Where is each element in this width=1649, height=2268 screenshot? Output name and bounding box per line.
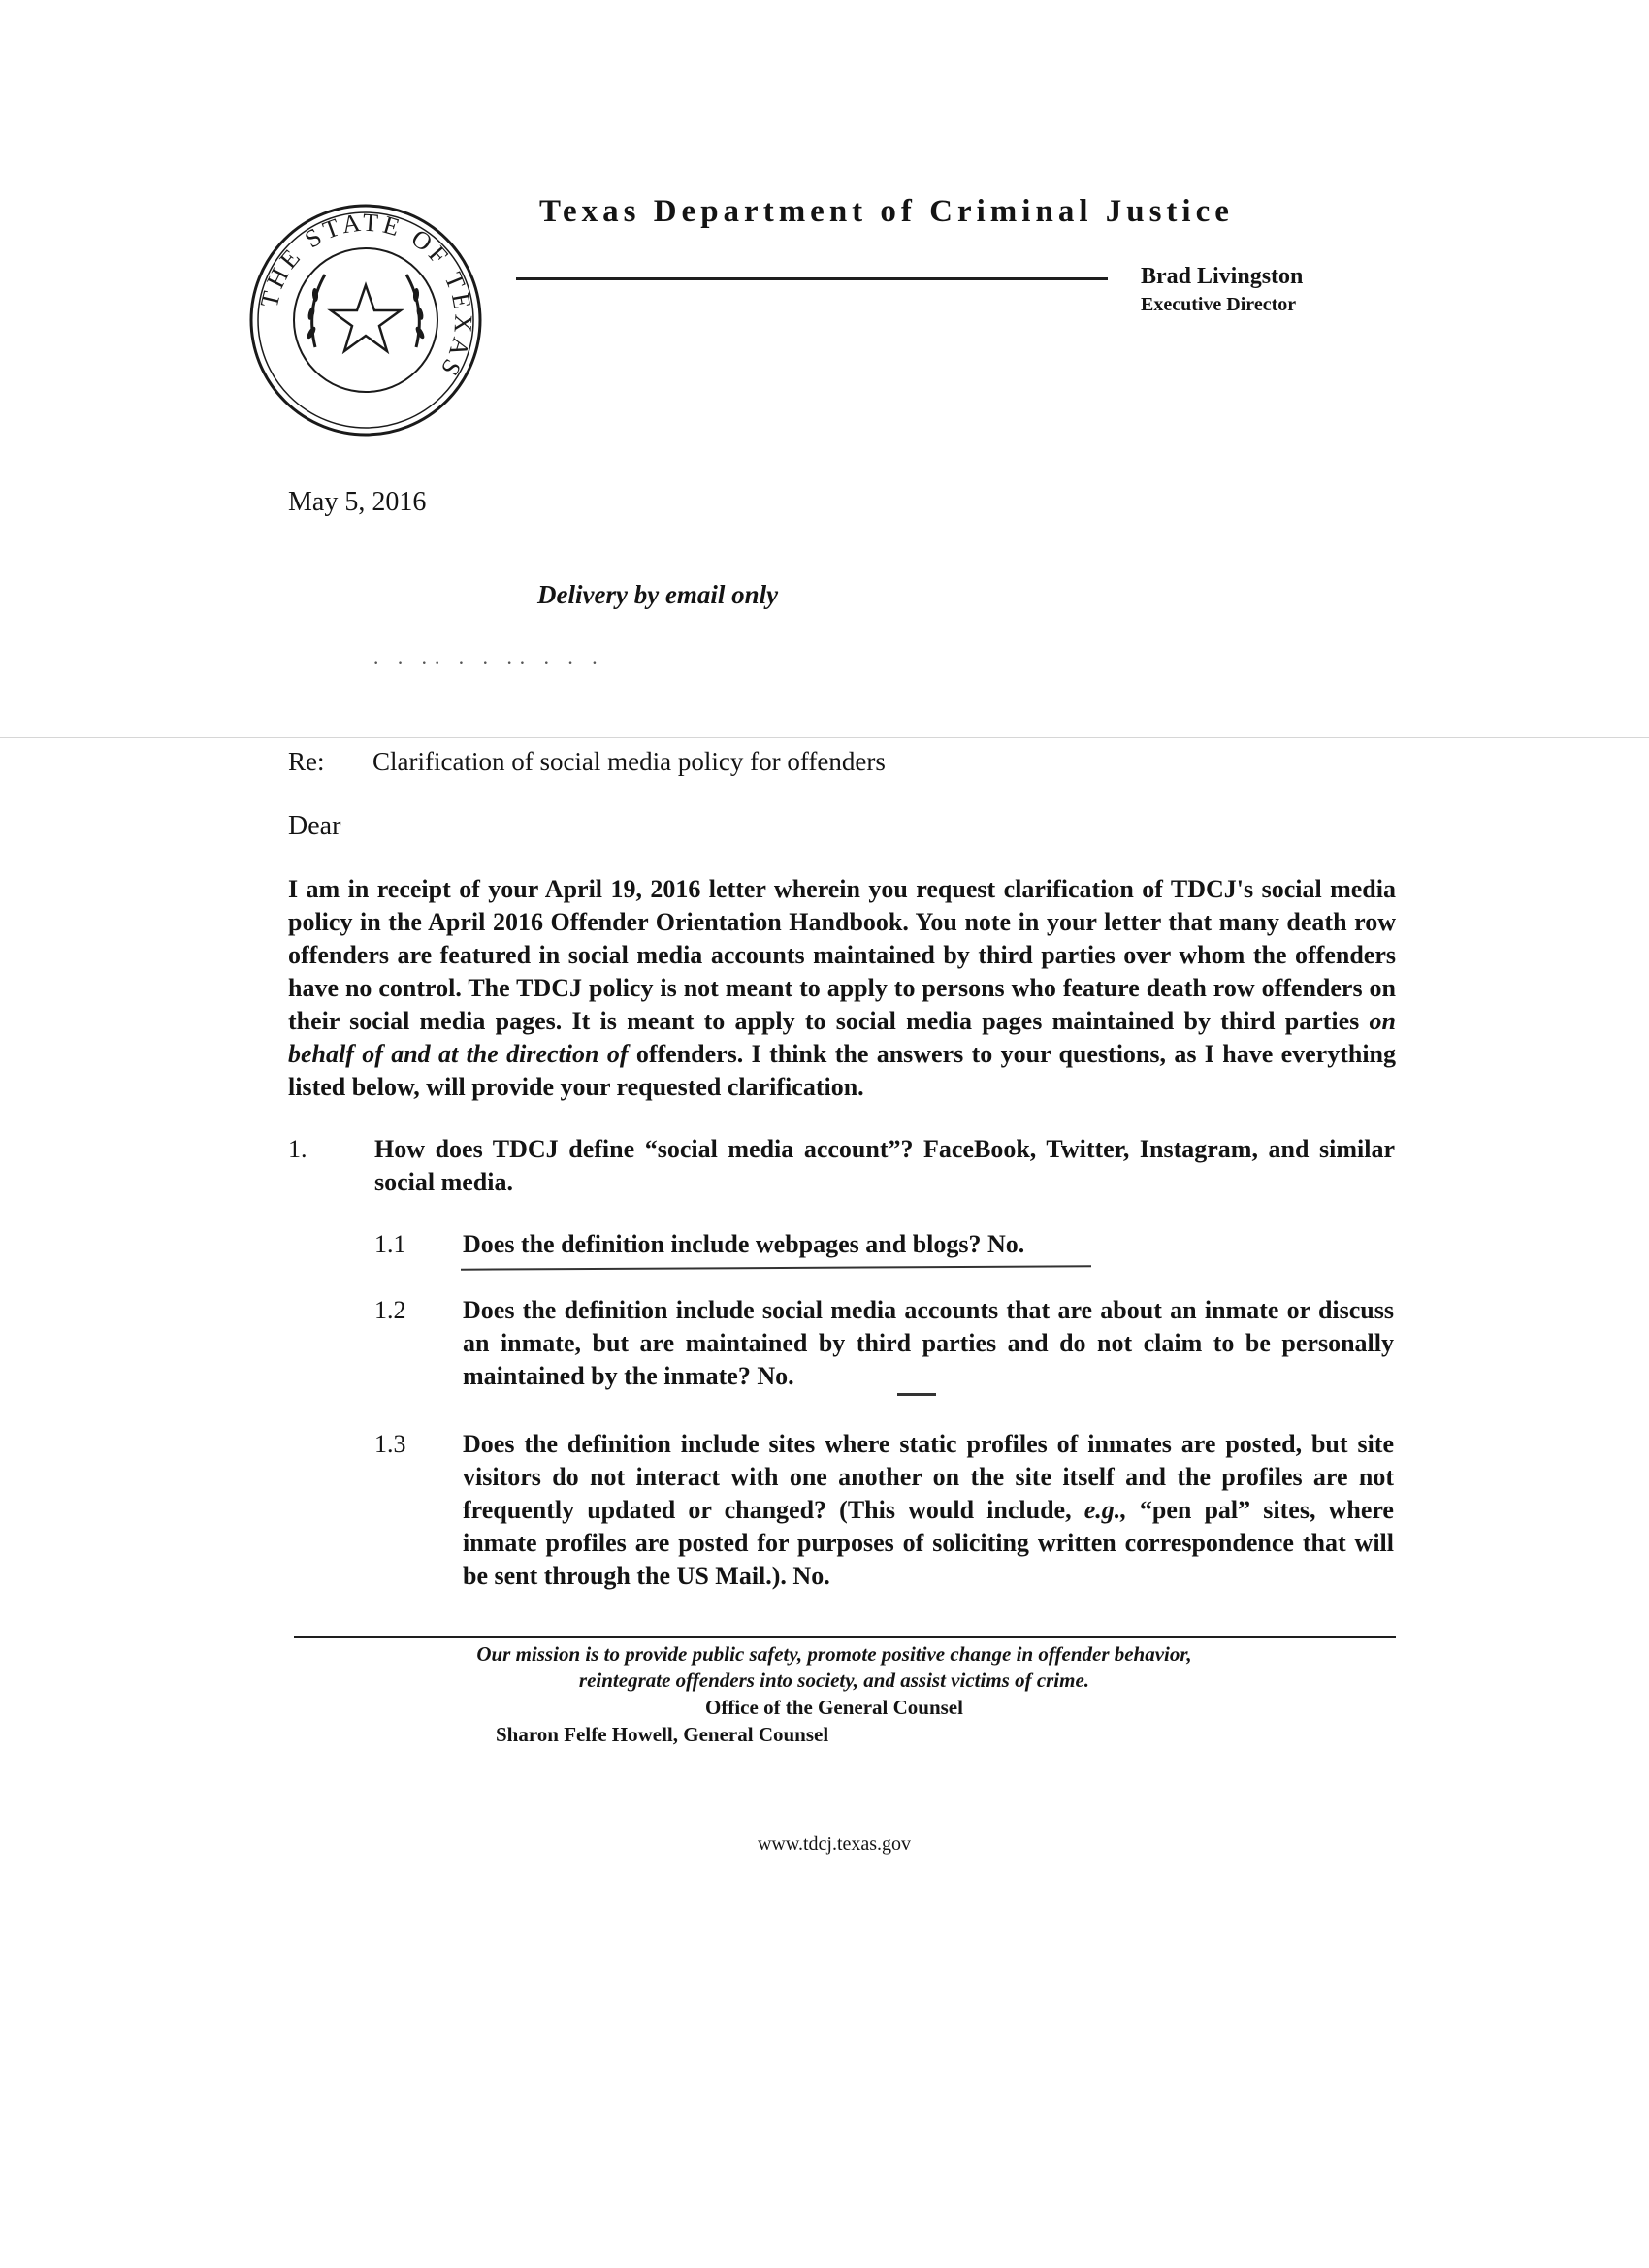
intro-paragraph: [288, 873, 1396, 1104]
subitem-text: [463, 1428, 1394, 1593]
intro-text-part-2: offenders. I think the answers to your questions, as I have everything listed below, will provide your requested clarification.: [288, 1040, 1397, 1101]
director-title: Executive Director: [1141, 294, 1297, 315]
director-name: Brad Livingston: [1141, 264, 1304, 289]
subitem-number: 1.1: [374, 1230, 406, 1258]
subitem-text-part-2: “pen pal” sites, where inmate profiles are posted for purposes of soliciting written correspondence that will be sent through the US Mail.). No.: [463, 1496, 1394, 1590]
website-url: www.tdcj.texas.gov: [757, 1833, 912, 1855]
item-text: How does TDCJ define “social media account”? FaceBook, Twitter, Instagram, and similar social media.: [374, 1135, 1395, 1196]
agency-name: Texas Department of Criminal Justice: [539, 194, 1234, 229]
subitem-number: 1.3: [374, 1430, 406, 1458]
intro-italic-phrase: on behalf of and at the direction of: [288, 1007, 1396, 1068]
salutation: Dear: [288, 811, 341, 841]
item-number: 1.: [288, 1135, 307, 1163]
redacted-recipient: · · ·· · · ·· · · ·: [372, 650, 604, 674]
letter-date: May 5, 2016: [288, 487, 427, 517]
intro-text-part-1: I am in receipt of your April 19, 2016 letter wherein you request clarification of TDCJ's social media policy in the April 2016 Offender Orientation Handbook. You note in your letter that many death row offenders are featured in social media accounts maintained by third parties over whom the offenders have no control. The TDCJ policy is not meant to apply to persons who feature death row offenders on their social media pages. It is meant to apply to social media pages maintained by third parties: [288, 875, 1396, 1035]
subitem-text-part-1: Does the definition include sites where static profiles of inmates are posted, but site visitors do not interact with one another on the site itself and the profiles are not frequently updated or changed? (This would include,: [463, 1430, 1394, 1524]
delivery-note: Delivery by email only: [537, 580, 779, 609]
subject-line: Clarification of social media policy for offenders: [372, 747, 886, 776]
scan-artifact-line: [0, 737, 1649, 738]
footer-rule: [294, 1636, 1396, 1638]
subitem-text: Does the definition include webpages and blogs? No.: [463, 1230, 1025, 1258]
handwritten-underline: [461, 1265, 1091, 1270]
subitem-text: Does the definition include social media accounts that are about an inmate or discuss an inmate, but are maintained by third parties and do not claim to be personally maintained by the inmate? No.: [463, 1296, 1394, 1390]
header-rule: [516, 277, 1108, 280]
state-seal-icon: [247, 202, 484, 438]
office-name: Office of the General Counsel: [705, 1696, 963, 1719]
general-counsel: Sharon Felfe Howell, General Counsel: [496, 1723, 829, 1746]
subitem-number: 1.2: [374, 1296, 406, 1324]
mission-statement: Our mission is to provide public safety, promote positive change in offender behavior, reintegrate offenders into society, and assist victims of crime.: [476, 1642, 1192, 1692]
handwritten-underline: [897, 1393, 936, 1396]
seal-text: THE STATE OF TEXAS: [254, 208, 478, 384]
state-seal: [247, 202, 484, 438]
subitem-italic-phrase: e.g.,: [1083, 1496, 1127, 1524]
re-label: Re:: [288, 747, 325, 776]
